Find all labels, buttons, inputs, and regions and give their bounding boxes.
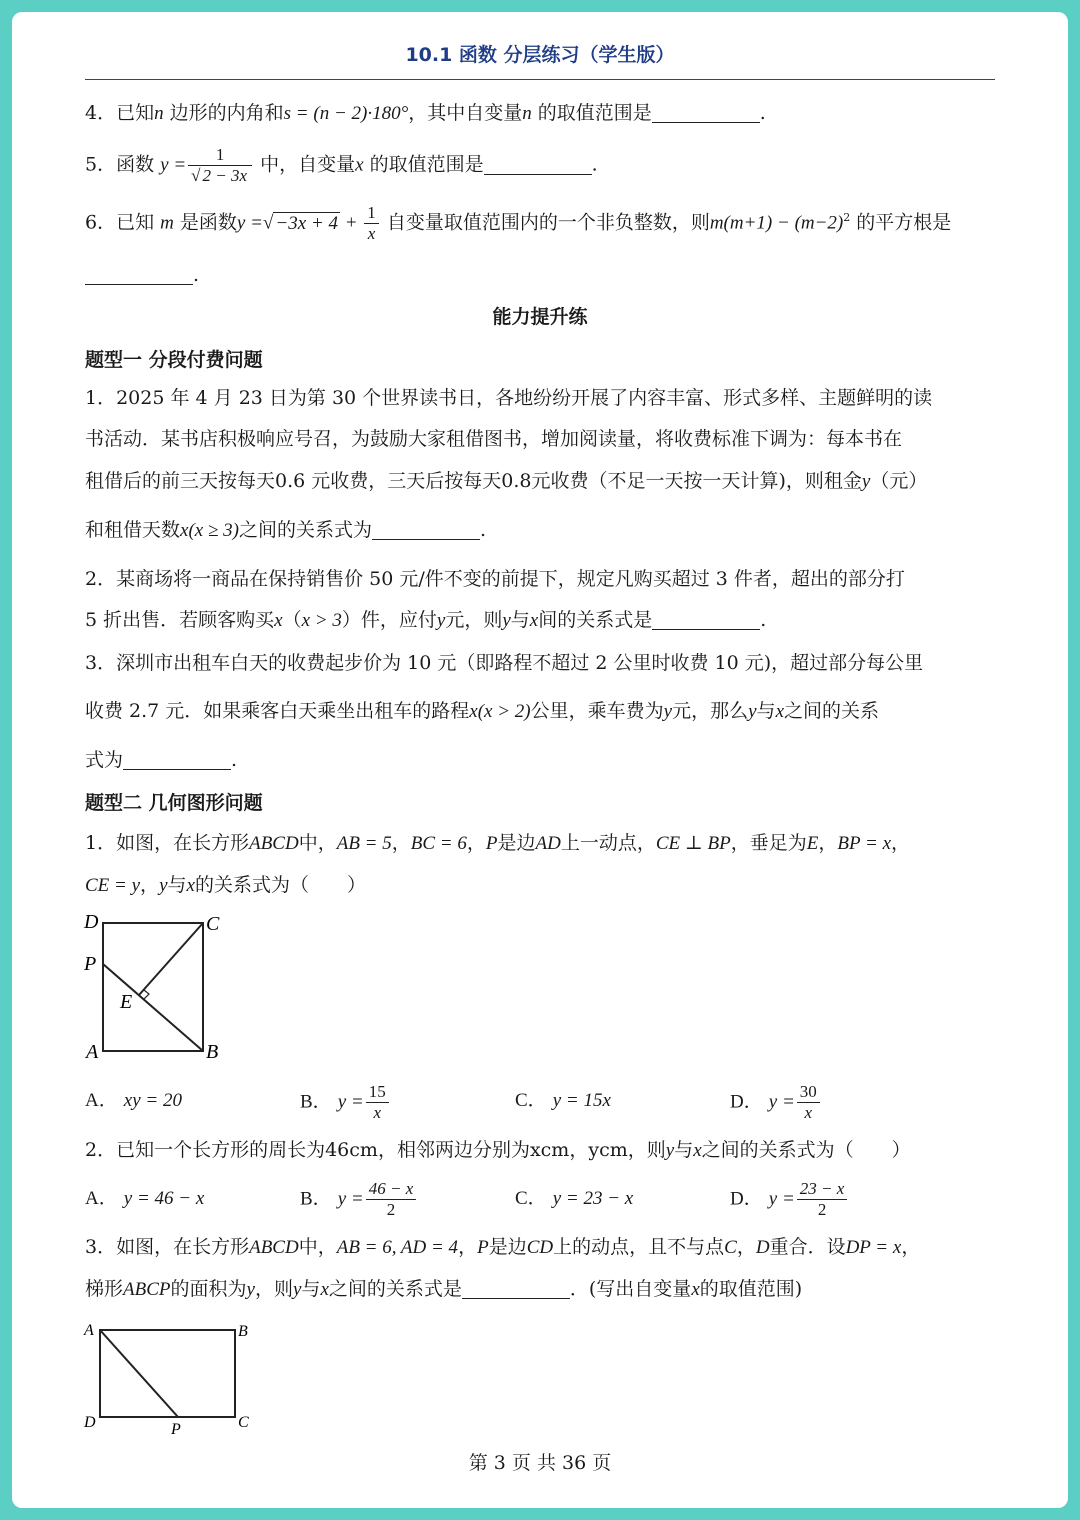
option-expression: y = 23 − x: [552, 1188, 634, 1209]
text: ，相邻两边分别为: [377, 1139, 530, 1161]
text: 的取值范围): [699, 1278, 803, 1300]
math-var: ABCP: [123, 1279, 171, 1300]
math-formula: 46cm: [325, 1139, 378, 1161]
option-label: C．: [515, 1090, 547, 1111]
text: 间的关系式是: [538, 609, 653, 631]
section-title: 能力提升练: [492, 306, 588, 328]
header-divider: [85, 79, 995, 80]
math-formula: x(x ≥ 3): [180, 520, 239, 541]
segment-ce: [139, 923, 203, 995]
math-formula: s = (n − 2)·180°: [283, 103, 409, 124]
math-var: ABCD: [249, 833, 299, 854]
t2-q1-option-a[interactable]: [85, 1087, 182, 1114]
t2-q1-option-d[interactable]: [730, 1082, 822, 1123]
answer-blank: [85, 264, 193, 285]
text: ，则: [627, 1139, 666, 1161]
fraction: [366, 1082, 389, 1123]
label-p: P: [84, 953, 97, 975]
math-var: y: [246, 1279, 255, 1300]
math-formula: m(m+1) − (m−2): [709, 212, 844, 234]
text: .: [479, 519, 487, 541]
type-1-title: 题型一 分段付费问题: [85, 349, 263, 371]
text: 之间的关系: [784, 700, 880, 722]
option-label: D．: [730, 1091, 763, 1113]
label-p: P: [171, 1421, 181, 1436]
label-a: A: [86, 1041, 99, 1063]
fraction-denominator: 2: [817, 1200, 827, 1219]
math-formula: ycm: [588, 1139, 628, 1161]
t2-q3-line2: [85, 1276, 802, 1303]
text: 的面积为: [170, 1278, 247, 1300]
t2-q1-line1: [85, 830, 910, 857]
text: 函数: [116, 153, 155, 176]
text: 上的动点，且不与点: [553, 1236, 725, 1258]
fraction-numerator: 30: [797, 1082, 820, 1103]
t2-q2-option-b[interactable]: [300, 1179, 418, 1220]
math-formula: BP = x: [837, 833, 891, 854]
t1-q3-line1: 3．深圳市出租车白天的收费起步价为 10 元（即路程不超过 2 公里时收费 10 元)，超过部分每公里: [85, 652, 924, 674]
text: ，: [391, 832, 411, 854]
option-expression: y =: [768, 1188, 795, 1210]
text: .: [231, 749, 238, 771]
math-operator: +: [339, 212, 363, 234]
right-angle-mark: [144, 990, 149, 999]
sqrt-body: 2 − 3x: [202, 166, 248, 185]
text: ）件，应付: [341, 609, 437, 631]
text: 之间的关系式是: [328, 1278, 462, 1300]
text: ，: [458, 1236, 478, 1258]
label-d: D: [84, 1414, 96, 1431]
text: 3．如图，在长方形: [85, 1236, 250, 1258]
option-label: B．: [300, 1188, 332, 1210]
fraction-numerator: 15: [366, 1082, 389, 1103]
label-c: C: [206, 913, 220, 935]
t1-q1-line4: [85, 517, 486, 544]
rectangle-figure-2: [80, 1318, 260, 1436]
text: .: [193, 264, 200, 286]
t2-q2-option-a[interactable]: [85, 1185, 204, 1212]
fraction: [364, 203, 379, 244]
text: 之间的关系式为（ ）: [701, 1139, 911, 1161]
text: 与: [301, 1278, 321, 1300]
option-expression: xy = 20: [123, 1090, 182, 1111]
math-formula: xcm: [529, 1139, 570, 1161]
sqrt-body: −3x + 4: [275, 212, 338, 234]
text: ，则: [254, 1278, 293, 1300]
fraction-numerator: 46 − x: [366, 1179, 417, 1200]
text: 的关系式为（ ）: [194, 874, 366, 896]
math-var: D: [755, 1237, 770, 1258]
answer-blank: [652, 609, 760, 630]
answer-blank: [462, 1278, 570, 1299]
text: 公里，乘车费为: [530, 700, 664, 722]
answer-blank: [372, 519, 480, 540]
math-var: y: [292, 1279, 302, 1300]
text: 已知: [116, 102, 155, 124]
math-var: CD: [526, 1237, 554, 1258]
option-label: A．: [85, 1188, 118, 1209]
math-formula: x(x > 2): [469, 701, 531, 722]
text: 元，那么: [672, 700, 749, 722]
rectangle-figure-1: [78, 908, 238, 1068]
t1-q1-line3: [85, 468, 927, 495]
fraction: [366, 1179, 417, 1220]
t2-q3-line1: [85, 1234, 920, 1261]
text: 中，: [298, 1236, 337, 1258]
option-expression: y = 46 − x: [123, 1188, 205, 1209]
math-var: y: [436, 610, 446, 631]
math-var: y: [861, 471, 871, 492]
text: 是边: [497, 832, 536, 854]
text: 2．已知一个长方形的周长为: [85, 1139, 326, 1161]
segment-ap: [100, 1330, 178, 1417]
segment-bp: [103, 964, 203, 1051]
fraction-denominator: x: [804, 1103, 813, 1122]
math-var: x: [355, 154, 364, 176]
text: .: [760, 609, 767, 631]
exponent: 2: [843, 211, 851, 225]
fraction-numerator: 1: [188, 145, 252, 166]
math-var: y: [665, 1140, 675, 1161]
text: 1．如图，在长方形: [85, 832, 250, 854]
text: 梯形: [85, 1278, 124, 1300]
rectangle-abcd: [103, 923, 203, 1051]
math-var: y: [748, 701, 757, 722]
math-var: y: [502, 610, 511, 631]
option-label: B．: [300, 1091, 332, 1113]
text: 与: [674, 1139, 694, 1161]
text: 与: [510, 609, 530, 631]
text: ，: [466, 832, 486, 854]
page-header-title: 10.1 函数 分层练习（学生版）: [405, 44, 675, 66]
t2-q1-option-c[interactable]: [515, 1087, 611, 1114]
t2-q2-option-c[interactable]: [515, 1185, 633, 1212]
fraction: [188, 145, 252, 186]
page-footer: 第 3 页 共 36 页: [468, 1452, 612, 1474]
t1-q3-line3: [85, 747, 237, 773]
text: 上一动点，: [560, 832, 656, 854]
math-formula: x > 3: [301, 610, 342, 631]
text: ，: [736, 1236, 756, 1258]
fraction-numerator: 23 − x: [797, 1179, 848, 1200]
math-formula: CE ⊥ BP: [655, 833, 731, 854]
text: 租借后的前三天按每天0.6 元收费，三天后按每天0.8元收费（不足一天按一天计算)，则租金: [85, 470, 862, 492]
math-formula: y =: [236, 212, 263, 234]
math-formula: AB = 6, AD = 4: [336, 1237, 459, 1258]
question-5: [85, 145, 598, 186]
document-page: [12, 12, 1068, 1508]
math-var: C: [724, 1237, 737, 1258]
math-formula: BC = 6: [410, 833, 467, 854]
text: ，: [140, 874, 160, 896]
text: 重合．设: [769, 1236, 846, 1258]
t2-q1-line2: [85, 872, 366, 899]
option-expression: y =: [337, 1188, 364, 1210]
t1-q2-line2: [85, 607, 766, 634]
fraction: [797, 1179, 848, 1220]
math-var: m: [160, 212, 174, 234]
type-2-title: 题型二 几何图形问题: [85, 792, 263, 814]
label-b: B: [238, 1323, 248, 1340]
text: 的平方根是: [850, 211, 952, 234]
text: ，垂足为: [730, 832, 807, 854]
math-var: y: [159, 875, 168, 896]
text: 与: [756, 700, 776, 722]
math-var: x: [775, 701, 784, 722]
text: 5 折出售．若顾客购买: [85, 609, 275, 631]
math-var: x: [693, 1140, 702, 1161]
option-expression: y =: [768, 1091, 795, 1113]
t2-q2-option-d[interactable]: [730, 1179, 849, 1220]
text: 的取值范围是: [363, 153, 484, 176]
label-b: B: [206, 1041, 219, 1063]
math-var: x: [320, 1279, 329, 1300]
option-label: A．: [85, 1090, 118, 1111]
text: ，: [901, 1236, 921, 1258]
text: 已知: [116, 211, 161, 234]
fraction-numerator: 1: [364, 203, 379, 224]
question-6-answer-line: [85, 262, 199, 288]
answer-blank: [123, 749, 231, 770]
fraction-denominator: x: [367, 224, 376, 243]
text: ，: [891, 832, 911, 854]
option-expression: y =: [337, 1091, 364, 1113]
label-c: C: [238, 1414, 249, 1431]
text: （: [282, 609, 302, 631]
text: 中，自变量: [254, 153, 356, 176]
text: 与: [167, 874, 187, 896]
text: 收费 2.7 元．如果乘客白天乘坐出租车的路程: [85, 700, 470, 722]
text: （元）: [870, 470, 928, 492]
text: .: [591, 153, 598, 176]
math-var: n: [154, 103, 164, 124]
question-number: 6．: [85, 211, 117, 234]
text: 的取值范围是: [531, 102, 652, 124]
label-a: A: [84, 1322, 94, 1339]
t2-q1-option-b[interactable]: [300, 1082, 391, 1123]
option-label: D．: [730, 1188, 763, 1210]
text: 中，: [298, 832, 337, 854]
fraction-denominator: x: [373, 1103, 382, 1122]
math-formula: DP = x: [845, 1237, 902, 1258]
sqrt-expression: √ −3x + 4: [262, 212, 338, 234]
t1-q2-line1: 2．某商场将一商品在保持销售价 50 元/件不变的前提下，规定凡购买超过 3 件者，超出的部分打: [85, 568, 905, 590]
math-var: P: [477, 1237, 489, 1258]
text: 边形的内角和: [163, 102, 284, 124]
text: 元，则: [445, 609, 503, 631]
t1-q1-line1: 1．2025 年 4 月 23 日为第 30 个世界读书日，各地纷纷开展了内容丰富、形式多样、主题鲜明的读: [85, 387, 933, 409]
math-var: y: [663, 701, 673, 722]
math-var: AD: [535, 833, 561, 854]
fraction: [797, 1082, 820, 1123]
text: ，: [569, 1139, 589, 1161]
question-number: 5．: [85, 153, 117, 176]
math-var: ABCD: [249, 1237, 299, 1258]
answer-blank: [484, 154, 592, 175]
text: 和租借天数: [85, 519, 181, 541]
t1-q3-line2: [85, 698, 879, 725]
text: 是边: [488, 1236, 527, 1258]
question-6: [85, 203, 951, 244]
math-formula: y =: [160, 154, 187, 176]
text: ，: [818, 832, 838, 854]
text: ，其中自变量: [408, 102, 523, 124]
fraction-denominator: 2: [386, 1200, 396, 1219]
math-formula: AB = 5: [336, 833, 392, 854]
question-number: 4．: [85, 102, 117, 124]
math-var: x: [691, 1279, 700, 1300]
t2-q2-line1: [85, 1137, 911, 1164]
text: ．(写出自变量: [569, 1278, 692, 1300]
text: 自变量取值范围内的一个非负整数，则: [380, 211, 710, 234]
math-var: x: [186, 875, 195, 896]
math-var: x: [274, 610, 283, 631]
math-var: P: [485, 833, 498, 854]
text: 是函数: [173, 211, 237, 234]
math-formula: CE = y: [85, 875, 141, 896]
text: .: [759, 102, 766, 124]
fraction-denominator: √ 2 − 3x: [191, 166, 248, 185]
option-expression: y = 15x: [552, 1090, 611, 1111]
label-d: D: [84, 911, 99, 933]
math-var: n: [522, 103, 532, 124]
option-label: C．: [515, 1188, 547, 1209]
text: 之间的关系式为: [238, 519, 372, 541]
answer-blank: [652, 102, 760, 123]
math-var: x: [529, 610, 539, 631]
text: 式为: [85, 749, 124, 771]
label-e: E: [120, 991, 133, 1013]
t1-q1-line2: 书活动．某书店积极响应号召，为鼓励大家租借图书，增加阅读量，将收费标准下调为：每本书在: [85, 428, 903, 450]
question-4: [85, 100, 766, 127]
math-var: E: [806, 833, 819, 854]
